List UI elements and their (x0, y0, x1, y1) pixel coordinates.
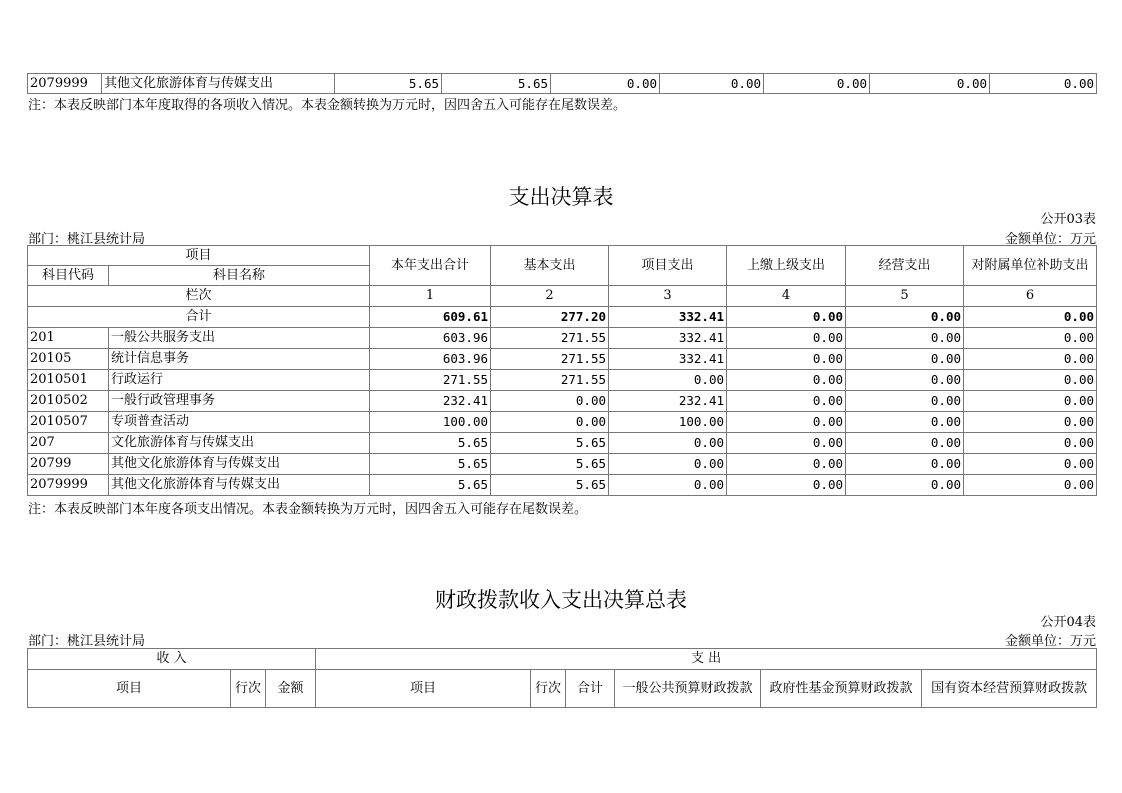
name-cell: 一般行政管理事务 (109, 391, 370, 412)
col-header: 合计 (566, 670, 615, 708)
value-cell: 0.00 (727, 349, 846, 370)
table-row (28, 391, 1097, 412)
value-cell: 5.65 (370, 454, 491, 475)
name-cell: 其他文化旅游体育与传媒支出 (109, 454, 370, 475)
value-cell: 277.20 (491, 307, 609, 328)
code-cell: 20105 (28, 349, 109, 370)
expense-header: 支 出 (316, 649, 1097, 670)
col-number: 5 (846, 286, 964, 307)
value-cell: 332.41 (609, 349, 727, 370)
expense-table-title: 支出决算表 (508, 185, 614, 209)
name-cell: 文化旅游体育与传媒支出 (109, 433, 370, 454)
col-header: 上缴上级支出 (727, 246, 846, 286)
col-header: 政府性基金预算财政拨款 (761, 670, 922, 708)
col-header: 项目 (316, 670, 531, 708)
fiscal-table-title: 财政拨款收入支出决算总表 (435, 588, 687, 612)
value-cell: 0.00 (609, 475, 727, 496)
value-cell: 5.65 (491, 454, 609, 475)
col-header: 本年支出合计 (370, 246, 491, 286)
value-cell: 0.00 (964, 349, 1097, 370)
col-header: 经营支出 (846, 246, 964, 286)
name-cell: 统计信息事务 (109, 349, 370, 370)
code-header: 科目代码 (28, 266, 109, 286)
expense-table (27, 245, 1097, 496)
value-cell: 5.65 (335, 74, 442, 94)
value-cell: 0.00 (727, 454, 846, 475)
value-cell: 0.00 (964, 433, 1097, 454)
value-cell: 0.00 (727, 328, 846, 349)
value-cell: 332.41 (609, 307, 727, 328)
value-cell: 271.55 (491, 328, 609, 349)
value-cell: 0.00 (727, 475, 846, 496)
value-cell: 0.00 (846, 433, 964, 454)
value-cell: 100.00 (609, 412, 727, 433)
name-cell: 其他文化旅游体育与传媒支出 (109, 475, 370, 496)
value-cell: 0.00 (964, 391, 1097, 412)
total-label: 合计 (28, 307, 370, 328)
table-row (28, 74, 1097, 94)
col-header: 基本支出 (491, 246, 609, 286)
col-header: 国有资本经营预算财政拨款 (922, 670, 1097, 708)
col-number: 1 (370, 286, 491, 307)
col-number: 3 (609, 286, 727, 307)
name-cell: 行政运行 (109, 370, 370, 391)
value-cell: 0.00 (727, 433, 846, 454)
value-cell: 0.00 (964, 307, 1097, 328)
value-cell: 0.00 (727, 307, 846, 328)
value-cell: 0.00 (846, 370, 964, 391)
value-cell: 0.00 (846, 454, 964, 475)
header-row (28, 649, 1097, 670)
col-header: 金额 (266, 670, 316, 708)
table-row (28, 433, 1097, 454)
value-cell: 0.00 (870, 74, 990, 94)
department-label: 部门：桃江县统计局 (28, 232, 146, 247)
value-cell: 0.00 (609, 370, 727, 391)
code-cell: 2010501 (28, 370, 109, 391)
value-cell: 0.00 (727, 391, 846, 412)
value-cell: 0.00 (964, 475, 1097, 496)
income-table-last-row (27, 73, 1097, 94)
name-cell: 专项普查活动 (109, 412, 370, 433)
income-note: 注：本表反映部门本年度取得的各项收入情况。本表金额转换为万元时，因四舍五入可能存在尾数误差。 (28, 98, 627, 113)
total-row (28, 307, 1097, 328)
value-cell: 232.41 (609, 391, 727, 412)
code-cell: 201 (28, 328, 109, 349)
code-cell: 20799 (28, 454, 109, 475)
col-header: 对附属单位补助支出 (964, 246, 1097, 286)
value-cell: 0.00 (964, 328, 1097, 349)
income-header: 收 入 (28, 649, 316, 670)
lanci-label: 栏次 (28, 286, 370, 307)
table-row (28, 328, 1097, 349)
unit-label: 金额单位：万元 (1004, 634, 1096, 649)
value-cell: 271.55 (491, 349, 609, 370)
name-cell: 其他文化旅游体育与传媒支出 (102, 74, 335, 94)
department-label: 部门：桃江县统计局 (28, 634, 146, 649)
column-number-row (28, 286, 1097, 307)
value-cell: 603.96 (370, 349, 491, 370)
code-cell: 2079999 (28, 475, 109, 496)
name-cell: 一般公共服务支出 (109, 328, 370, 349)
value-cell: 5.65 (442, 74, 551, 94)
table-row (28, 475, 1097, 496)
header-row (28, 246, 1097, 266)
value-cell: 5.65 (491, 433, 609, 454)
table-row (28, 412, 1097, 433)
value-cell: 603.96 (370, 328, 491, 349)
value-cell: 0.00 (764, 74, 870, 94)
code-cell: 2010502 (28, 391, 109, 412)
value-cell: 0.00 (727, 370, 846, 391)
unit-label: 金额单位：万元 (1004, 232, 1096, 247)
value-cell: 0.00 (990, 74, 1097, 94)
fiscal-summary-table (27, 648, 1097, 708)
value-cell: 0.00 (846, 391, 964, 412)
value-cell: 0.00 (964, 370, 1097, 391)
value-cell: 0.00 (551, 74, 660, 94)
value-cell: 0.00 (846, 328, 964, 349)
value-cell: 271.55 (491, 370, 609, 391)
value-cell: 0.00 (727, 412, 846, 433)
value-cell: 0.00 (609, 454, 727, 475)
code-cell: 2079999 (28, 74, 102, 94)
value-cell: 232.41 (370, 391, 491, 412)
value-cell: 0.00 (964, 412, 1097, 433)
col-number: 4 (727, 286, 846, 307)
col-number: 6 (964, 286, 1097, 307)
col-header: 行次 (231, 670, 266, 708)
value-cell: 5.65 (370, 475, 491, 496)
value-cell: 0.00 (964, 454, 1097, 475)
code-cell: 2010507 (28, 412, 109, 433)
value-cell: 5.65 (491, 475, 609, 496)
value-cell: 0.00 (846, 349, 964, 370)
value-cell: 0.00 (660, 74, 764, 94)
value-cell: 100.00 (370, 412, 491, 433)
col-header: 行次 (531, 670, 566, 708)
code-cell: 207 (28, 433, 109, 454)
header-row (28, 670, 1097, 708)
col-header: 项目 (28, 670, 231, 708)
value-cell: 0.00 (846, 475, 964, 496)
value-cell: 609.61 (370, 307, 491, 328)
table-row (28, 454, 1097, 475)
value-cell: 0.00 (491, 412, 609, 433)
value-cell: 0.00 (846, 412, 964, 433)
col-number: 2 (491, 286, 609, 307)
value-cell: 0.00 (491, 391, 609, 412)
table-code: 公开04表 (1040, 615, 1096, 630)
value-cell: 5.65 (370, 433, 491, 454)
value-cell: 271.55 (370, 370, 491, 391)
value-cell: 0.00 (846, 307, 964, 328)
table-row (28, 349, 1097, 370)
item-header: 项目 (28, 246, 370, 266)
col-header: 项目支出 (609, 246, 727, 286)
value-cell: 0.00 (609, 433, 727, 454)
table-code: 公开03表 (1040, 212, 1096, 227)
expense-note: 注：本表反映部门本年度各项支出情况。本表金额转换为万元时，因四舍五入可能存在尾数误差。 (28, 502, 588, 517)
col-header: 一般公共预算财政拨款 (615, 670, 761, 708)
table-row (28, 370, 1097, 391)
name-header: 科目名称 (109, 266, 370, 286)
value-cell: 332.41 (609, 328, 727, 349)
